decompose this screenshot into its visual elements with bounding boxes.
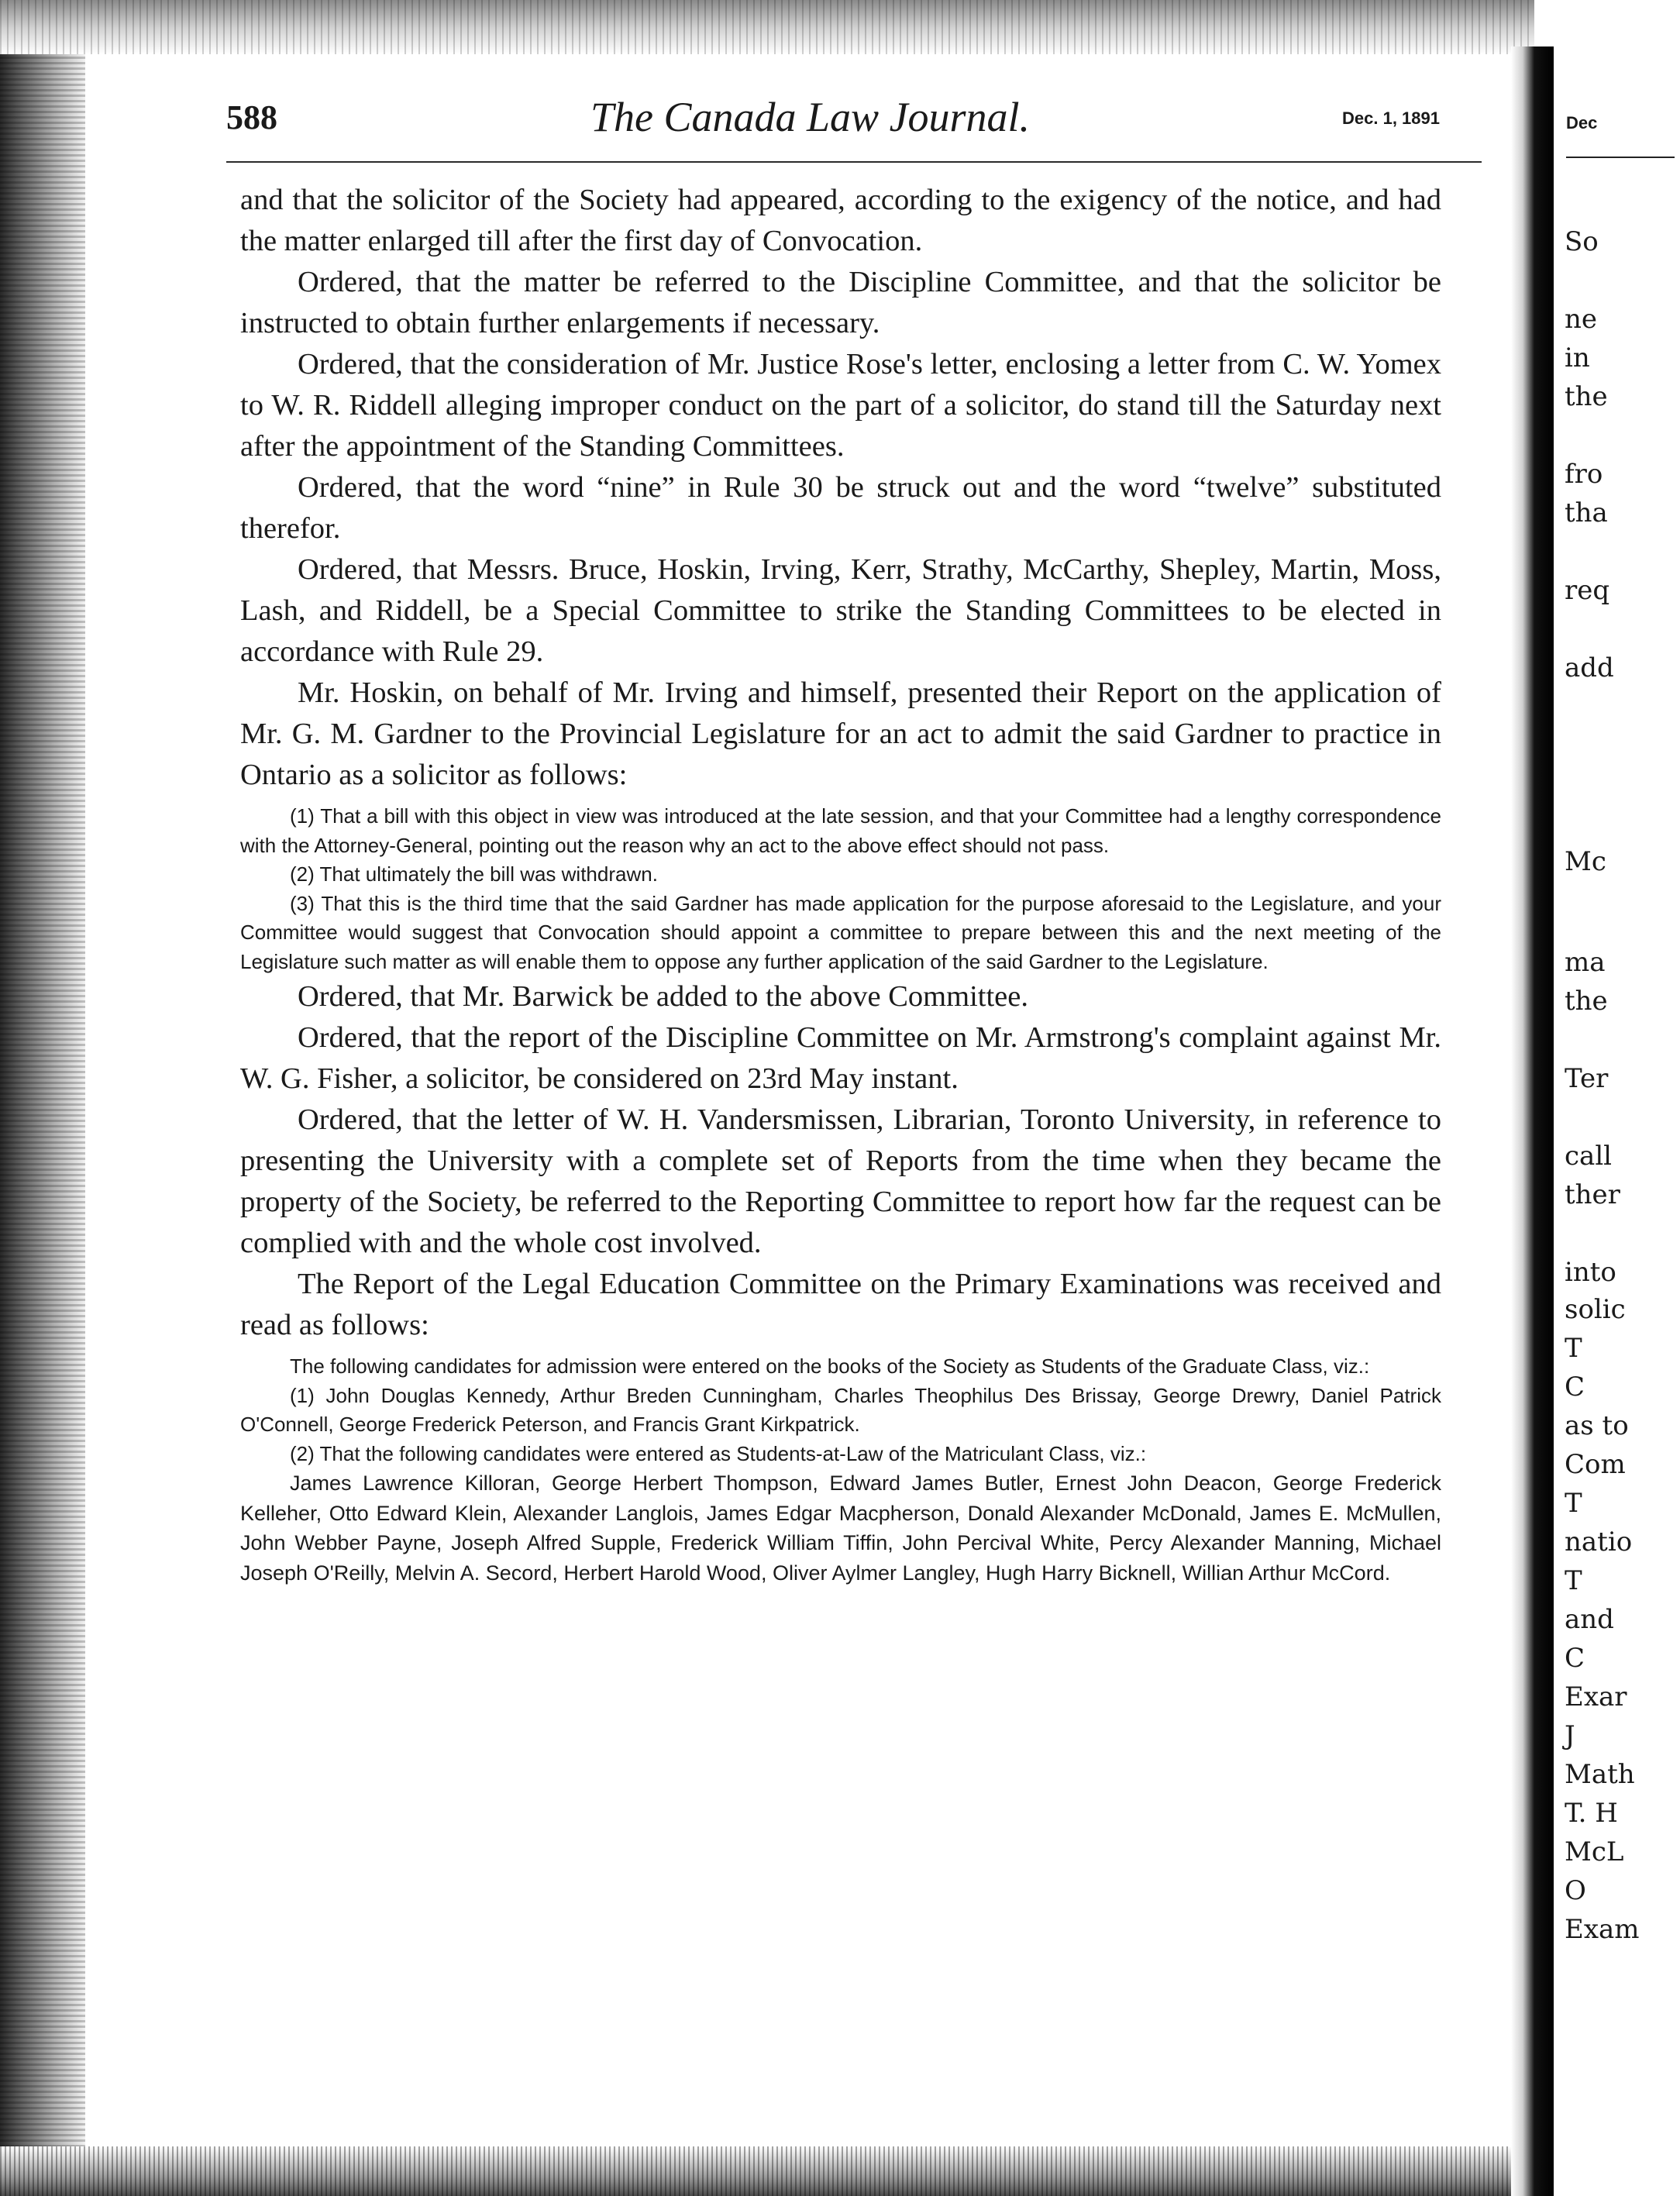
book-spine-shadow: [1511, 46, 1554, 2196]
page-number: 588: [226, 98, 277, 136]
adjacent-fragment: Exam: [1565, 1914, 1640, 1945]
paragraph: The Report of the Legal Education Committee on the Primary Examinations was received and read as follows:: [240, 1268, 1441, 1341]
adjacent-fragment: T. H: [1565, 1798, 1618, 1829]
report-clause: (2) That ultimately the bill was withdrawn.: [290, 862, 658, 886]
adjacent-fragment: T: [1565, 1333, 1582, 1364]
adjacent-fragment: Mc: [1565, 846, 1606, 877]
adjacent-fragment: J: [1565, 1720, 1575, 1751]
paragraph: Ordered, that Mr. Barwick be added to the above Committee.: [298, 980, 1028, 1013]
adjacent-fragment: the: [1565, 381, 1608, 412]
adjacent-fragment: McL: [1565, 1836, 1624, 1867]
education-report-item: (1) John Douglas Kennedy, Arthur Breden Cunningham, Charles Theophilus Des Brissay, George Drewry, Daniel Patrick O'Connell, George Frederick Peterson, and Francis Grant Kirkpatrick.: [240, 1383, 1441, 1436]
header-rule: [226, 161, 1482, 163]
report-clause: (3) That this is the third time that the said Gardner has made application for the purpose aforesaid to the Legislature, and your Committee would suggest that Convocation should appoint a committee to prepare between this and the next meeting of the Legislature such matter as will enable them to oppose any further application of the said Gardner to the Legislature.: [240, 891, 1441, 973]
adjacent-fragment: T: [1565, 1565, 1582, 1596]
page-body: [240, 180, 1441, 1588]
adjacent-fragment: call: [1565, 1141, 1613, 1172]
paragraph: Ordered, that the word “nine” in Rule 30 be struck out and the word “twelve” substituted therefor.: [240, 471, 1441, 545]
adjacent-fragment: Com: [1565, 1449, 1626, 1480]
adjacent-fragment: fro: [1565, 459, 1603, 490]
adjacent-fragment: natio: [1565, 1527, 1633, 1558]
adjacent-fragment: the: [1565, 986, 1608, 1017]
adjacent-fragment: solic: [1565, 1294, 1626, 1325]
paragraph: Mr. Hoskin, on behalf of Mr. Irving and himself, presented their Report on the application of Mr. G. M. Gardner to the Provincial Legislature for an act to admit the said Gardner to practice in Ontario as a solicitor as follows:: [240, 676, 1441, 791]
adjacent-fragment: Exar: [1565, 1681, 1627, 1712]
adjacent-fragment: ma: [1565, 947, 1606, 978]
adjacent-fragment: C: [1565, 1372, 1585, 1403]
adjacent-fragment: ne: [1565, 304, 1598, 335]
scan-bottom-edge: [0, 2146, 1534, 2196]
paragraph: Ordered, that the report of the Discipline Committee on Mr. Armstrong's complaint against Mr. W. G. Fisher, a solicitor, be considered on 23rd May instant.: [240, 1021, 1441, 1095]
paragraph: and that the solicitor of the Society had appeared, according to the exigency of the notice, and had the matter enlarged till after the first day of Convocation.: [240, 184, 1441, 257]
adjacent-fragment: into: [1565, 1257, 1616, 1288]
report-clause: (1) That a bill with this object in view was introduced at the late session, and that your Committee had a lengthy correspondence with the Attorney-General, pointing out the reason why an act to the above effect should not pass.: [240, 804, 1441, 857]
adjacent-fragment: C: [1565, 1643, 1585, 1674]
adjacent-fragment: So: [1565, 226, 1599, 257]
adjacent-fragment: add: [1565, 652, 1614, 683]
education-report-item: (2) That the following candidates were entered as Students-at-Law of the Matriculant Class, viz.:: [290, 1441, 1147, 1465]
adjacent-fragment: T: [1565, 1488, 1582, 1519]
adjacent-page-header: Dec: [1566, 113, 1598, 133]
adjacent-page-rule: [1566, 157, 1675, 158]
paragraph: Ordered, that the consideration of Mr. Justice Rose's letter, enclosing a letter from C. W. Yomex to W. R. Riddell alleging improper conduct on the part of a solicitor, do stand till the Saturday next after the appointment of the Standing Committees.: [240, 348, 1441, 463]
adjacent-fragment: and: [1565, 1604, 1614, 1635]
paragraph: Ordered, that Messrs. Bruce, Hoskin, Irving, Kerr, Strathy, McCarthy, Shepley, Martin, Moss, Lash, and Riddell, be a Special Committee to strike the Standing Committees to be elected in accordance with Rule 29.: [240, 553, 1441, 668]
adjacent-fragment: Ter: [1565, 1063, 1609, 1094]
adjacent-page-fragment: [1554, 54, 1680, 2196]
scan-left-edge: [0, 0, 85, 2196]
scan-top-edge: [0, 0, 1534, 54]
running-head: [226, 93, 1466, 155]
issue-date: Dec. 1, 1891: [1342, 108, 1440, 128]
adjacent-fragment: as to: [1565, 1410, 1629, 1441]
education-report-item: The following candidates for admission were entered on the books of the Society as Students of the Graduate Class, viz.:: [290, 1354, 1370, 1378]
adjacent-fragment: O: [1565, 1875, 1586, 1906]
adjacent-fragment: req: [1565, 575, 1610, 606]
paragraph: Ordered, that the letter of W. H. Vandersmissen, Librarian, Toronto University, in reference to presenting the University with a complete set of Reports from the time when they became the property of the Society, be referred to the Reporting Committee to report how far the request can be complied with and the whole cost involved.: [240, 1103, 1441, 1259]
adjacent-fragment: ther: [1565, 1179, 1620, 1210]
journal-title: The Canada Law Journal.: [590, 94, 1031, 140]
paragraph: Ordered, that the matter be referred to the Discipline Committee, and that the solicitor be instructed to obtain further enlargements if necessary.: [240, 266, 1441, 339]
adjacent-fragment: Math: [1565, 1759, 1635, 1790]
student-names-list: James Lawrence Killoran, George Herbert Thompson, Edward James Butler, Ernest John Deacon, George Frederick Kelleher, Otto Edward Klein, Alexander Langlois, James Edgar Macpherson, Donald Alexander McDonald, James E. McMullen, John Webber Payne, Joseph Alfred Supple, Frederick William Tiffin, John Percival White, Percy Alexander Manning, Michael Joseph O'Reilly, Melvin A. Secord, Herbert Harold Wood, Oliver Aylmer Langley, Hugh Harry Bicknell, Willian Arthur McCord.: [240, 1471, 1441, 1585]
adjacent-fragment: tha: [1565, 497, 1608, 528]
adjacent-fragment: in: [1565, 342, 1590, 373]
